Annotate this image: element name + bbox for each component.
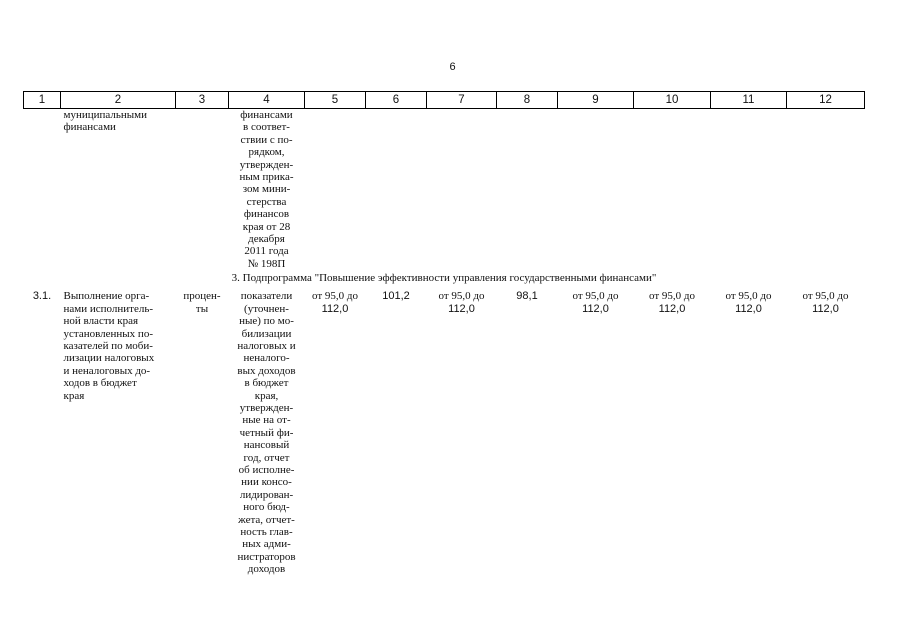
column-number: 4 bbox=[229, 92, 305, 109]
indicator-name: Выполнение орга- нами исполнитель- ной власти края установленных по- казателей по моби- лизации налоговых и неналоговых до- ходов в бюджет края bbox=[63, 290, 155, 402]
range-from: от 95,0 до bbox=[438, 290, 485, 303]
value-col9 bbox=[558, 288, 634, 575]
column-number-row bbox=[24, 92, 865, 109]
column-number: 3 bbox=[176, 92, 229, 109]
data-source: показатели (уточнен- ные) по мо- билизации налоговых и неналого- вых доходов в бюджет края, утвержден- ные на от- четный фи- нансовый год, отчет об исполне- нии консо- лидирован- ного бюд- жета, отчет- ность глав- ных адми- нистраторов доходов bbox=[237, 290, 296, 576]
range-from: от 95,0 до bbox=[572, 290, 619, 303]
column-number: 2 bbox=[61, 92, 176, 109]
page-number: 6 bbox=[449, 61, 456, 73]
range-to: 112,0 bbox=[735, 302, 762, 315]
subprogram-row bbox=[24, 270, 865, 288]
range-to: 112,0 bbox=[321, 302, 349, 315]
column-number: 9 bbox=[558, 92, 634, 109]
column-number: 10 bbox=[634, 92, 711, 109]
value-col6: 101,2 bbox=[382, 290, 410, 303]
row-number: 3.1. bbox=[32, 290, 52, 303]
range-to: 112,0 bbox=[582, 302, 609, 315]
value-col11 bbox=[711, 288, 787, 575]
continuation-row bbox=[24, 109, 865, 271]
value-col7 bbox=[427, 288, 497, 575]
value-col12 bbox=[787, 288, 865, 575]
range-from: от 95,0 до bbox=[311, 290, 358, 303]
indicators-table bbox=[23, 91, 865, 576]
range-from: от 95,0 до bbox=[725, 290, 772, 303]
range-from: от 95,0 до bbox=[648, 290, 695, 303]
column-number: 1 bbox=[24, 92, 61, 109]
column-number: 6 bbox=[366, 92, 427, 109]
continued-source-text: финансами в соответ- ствии с по- рядком, утвержден- ным прика- зом мини- стерства финансов края от 28 декабря 2011 года № 198П bbox=[239, 109, 294, 270]
column-number: 7 bbox=[427, 92, 497, 109]
column-number: 11 bbox=[711, 92, 787, 109]
column-number: 12 bbox=[787, 92, 865, 109]
value-col5 bbox=[305, 288, 366, 575]
continued-indicator-name: муниципальными финансами bbox=[63, 109, 148, 134]
unit-of-measure: процен- ты bbox=[183, 290, 221, 315]
range-to: 112,0 bbox=[658, 302, 686, 315]
value-col8: 98,1 bbox=[516, 290, 538, 303]
column-number: 5 bbox=[305, 92, 366, 109]
column-number: 8 bbox=[497, 92, 558, 109]
table-row bbox=[24, 288, 865, 575]
range-to: 112,0 bbox=[812, 302, 839, 315]
range-to: 112,0 bbox=[448, 302, 475, 315]
range-from: от 95,0 до bbox=[802, 290, 849, 303]
value-col10 bbox=[634, 288, 711, 575]
subprogram-title: 3. Подпрограмма "Повышение эффективности управления государственными финансами" bbox=[231, 272, 657, 285]
